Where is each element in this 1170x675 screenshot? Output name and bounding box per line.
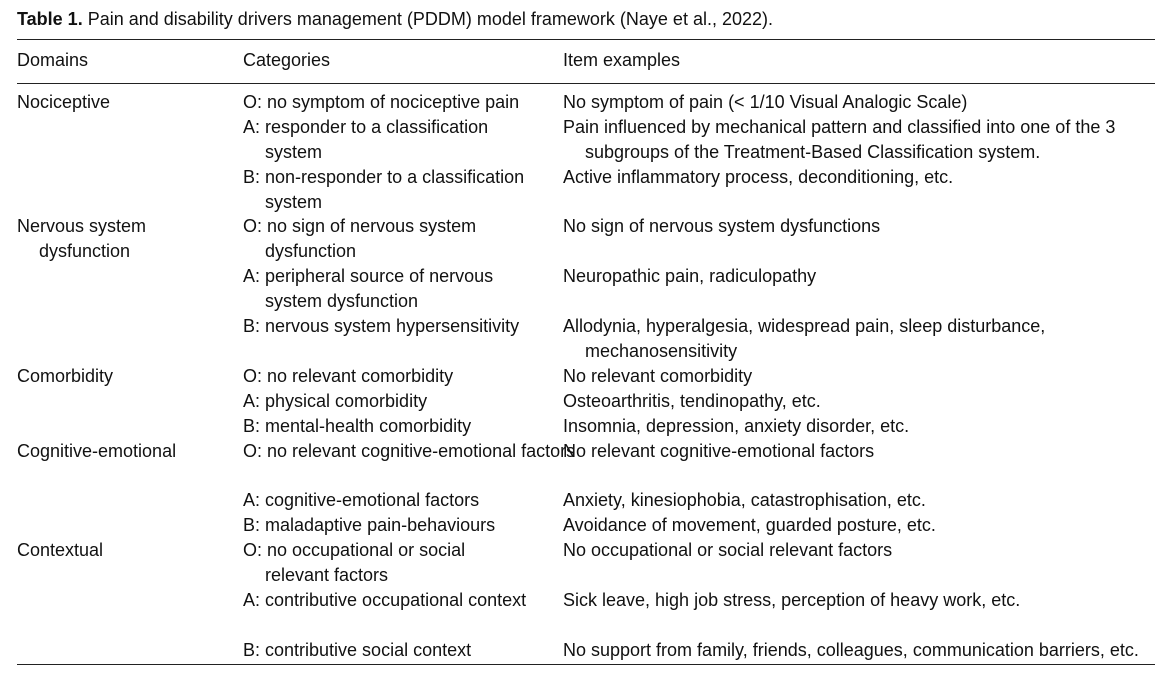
table-row	[0, 90, 1170, 115]
item-cell: No symptom of pain (< 1/10 Visual Analogic Scale)	[563, 92, 968, 112]
item-cell: No sign of nervous system dysfunctions	[563, 216, 881, 237]
item-cell: Anxiety, kinesiophobia, catastrophisation, etc.	[563, 490, 926, 511]
header-rule	[17, 83, 1155, 84]
category-cell: O: no symptom of nociceptive pain	[243, 92, 520, 112]
item-cell: Osteoarthritis, tendinopathy, etc.	[563, 390, 821, 411]
category-cell: A: responder to a classification system	[243, 116, 489, 162]
domain-cell: Contextual	[17, 540, 104, 561]
table-row	[0, 488, 1170, 513]
header-domains: Domains	[17, 50, 89, 70]
table-row	[0, 588, 1170, 638]
table-row	[0, 389, 1170, 414]
category-cell: O: no occupational or social relevant factors	[243, 540, 466, 586]
top-rule	[17, 39, 1155, 40]
table-row	[0, 439, 1170, 489]
domain-cell: Nociceptive	[17, 92, 111, 112]
item-cell: Avoidance of movement, guarded posture, etc.	[563, 515, 936, 536]
header-item-examples: Item examples	[563, 50, 681, 70]
item-cell: Neuropathic pain, radiculopathy	[563, 266, 817, 287]
table-row	[0, 364, 1170, 389]
category-cell: B: maladaptive pain-behaviours	[243, 515, 496, 536]
item-cell: No relevant comorbidity	[563, 365, 753, 386]
domain-cell: Nervous system dysfunction	[17, 216, 147, 262]
table-body	[0, 90, 1170, 663]
item-cell: Active inflammatory process, deconditioning, etc.	[563, 166, 954, 187]
category-cell: B: nervous system hypersensitivity	[243, 316, 520, 337]
bottom-rule	[17, 664, 1155, 665]
item-cell: No support from family, friends, colleagues, communication barriers, etc.	[563, 639, 1139, 660]
item-cell: No relevant cognitive-emotional factors	[563, 440, 875, 461]
table-row	[0, 165, 1170, 215]
table-caption-text: Pain and disability drivers management (PDDM) model framework (Naye et al., 2022).	[87, 9, 773, 29]
table-row	[0, 538, 1170, 588]
item-cell: Sick leave, high job stress, perception of heavy work, etc.	[563, 589, 1021, 610]
item-cell: Insomnia, depression, anxiety disorder, etc.	[563, 415, 910, 436]
table-row	[0, 115, 1170, 165]
category-cell: B: contributive social context	[243, 639, 472, 660]
item-cell: No occupational or social relevant factors	[563, 540, 893, 561]
table-caption	[17, 6, 773, 32]
category-cell: B: non-responder to a classification system	[243, 166, 525, 212]
category-cell: B: mental-health comorbidity	[243, 415, 472, 436]
category-cell: O: no relevant comorbidity	[243, 365, 454, 386]
table-row	[0, 214, 1170, 264]
table-row	[0, 638, 1170, 663]
table-row	[0, 513, 1170, 538]
domain-cell: Cognitive-emotional	[17, 440, 177, 461]
table-row	[0, 414, 1170, 439]
category-cell: A: physical comorbidity	[243, 390, 428, 411]
table-row	[0, 314, 1170, 364]
item-cell: Allodynia, hyperalgesia, widespread pain, sleep disturbance, mechanosensitivity	[563, 316, 1046, 361]
item-cell: Pain influenced by mechanical pattern and classified into one of the 3 subgroups of the Treatment-Based Classification system.	[563, 116, 1116, 162]
category-cell: O: no sign of nervous system dysfunction	[243, 216, 477, 262]
header-categories: Categories	[243, 50, 331, 70]
category-cell: A: cognitive-emotional factors	[243, 490, 480, 511]
category-cell: A: peripheral source of nervous system dysfunction	[243, 266, 494, 312]
category-cell: O: no relevant cognitive-emotional factors	[243, 440, 576, 461]
domain-cell: Comorbidity	[17, 365, 114, 386]
category-cell: A: contributive occupational context	[243, 589, 527, 610]
table-row	[0, 264, 1170, 314]
table-caption-label: Table 1.	[17, 9, 83, 29]
